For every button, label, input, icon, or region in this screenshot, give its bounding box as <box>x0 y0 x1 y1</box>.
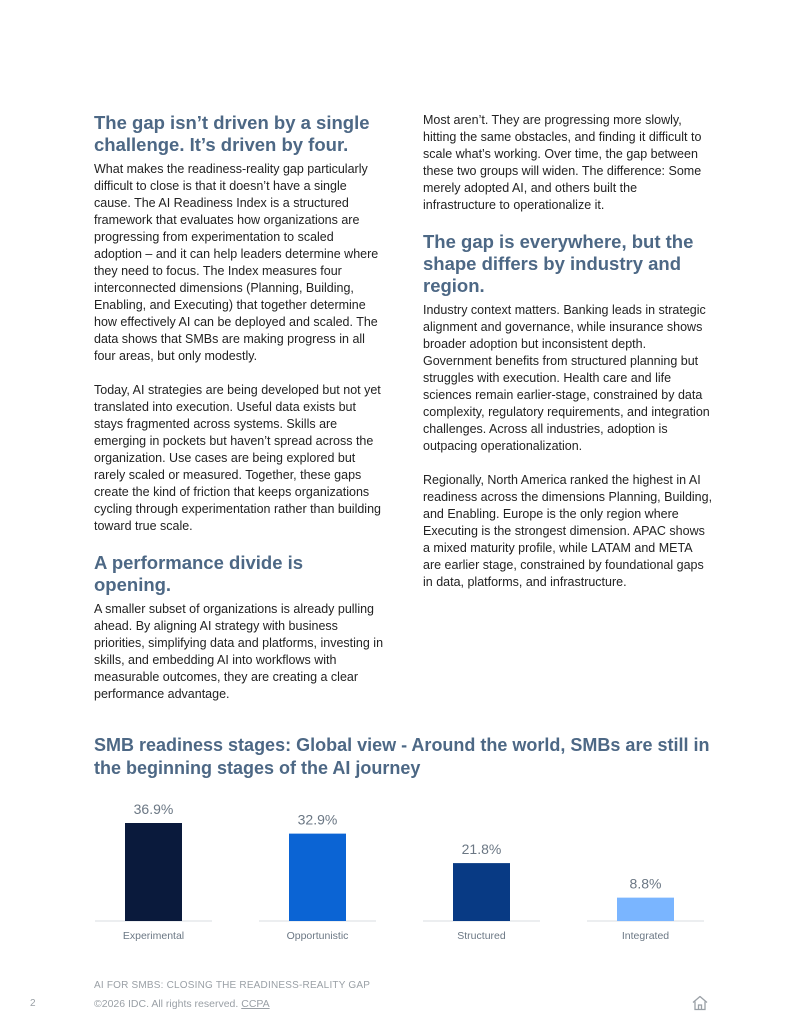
paragraph-ai-strategies: Today, AI strategies are being developed but not yet translated into execution. Useful data exists but stays fragmented across systems. Skills are emerging in pockets but haven’t spread across the organization. Use cases are being explored but rarely scaled or measured. Together, these gaps create the kind of friction that keeps organizations cycling through experimentation rather than building toward true scale. <box>94 383 381 533</box>
value-label-structured: 21.8% <box>461 841 502 858</box>
home-icon[interactable] <box>691 994 709 1012</box>
page-number: 2 <box>30 998 36 1009</box>
section-heading-industry-region: The gap is everywhere, but the shape differs by industry and region. <box>423 231 694 296</box>
section-heading-four-drivers: The gap isn’t driven by a single challenge. It’s driven by four. <box>94 112 370 155</box>
paragraph-industry-context: Industry context matters. Banking leads in strategic alignment and governance, while insurance shows broader adoption but inconsistent depth. Government benefits from structured planning but struggles with execution. Health care and life sciences remain earlier-stage, constrained by data complexity, regulatory requirements, and integration challenges. Across all industries, adoption is outpacing operationalization. <box>423 303 710 453</box>
paragraph-regional: Regionally, North America ranked the highest in AI readiness across the dimensions Planning, Building, and Enabling. Europe is the only region where Executing is the strongest dimension. APAC shows a mixed maturity profile, while LATAM and META are earlier stage, constrained by foundational gaps in data, platforms, and infrastructure. <box>423 473 713 589</box>
footer-report-title: AI FOR SMBS: CLOSING THE READINESS-REALITY GAP <box>94 980 371 991</box>
value-label-opportunistic: 32.9% <box>297 811 338 828</box>
bar-opportunistic <box>289 834 346 921</box>
chart-title: SMB readiness stages: Global view - Around the world, SMBs are still in the beginning stages of the AI journey <box>94 735 710 778</box>
bar-structured <box>453 863 510 921</box>
footer-copyright <box>94 998 270 1010</box>
bar-experimental <box>125 823 182 921</box>
category-label-opportunistic: Opportunistic <box>286 930 349 942</box>
paragraph-readiness-index: What makes the readiness-reality gap particularly difficult to close is that it doesn’t have a single cause. The AI Readiness Index is a structured framework that evaluates how organizations are progressing from experimentation to scaled adoption – and it can help leaders determine where they need to focus. The Index measures four interconnected dimensions (Planning, Building, Enabling, and Executing) that together determine how effectively AI can be deployed and scaled. The data shows that SMBs are making progress in all four areas, but only modestly. <box>94 162 379 363</box>
category-label-structured: Structured <box>457 930 506 942</box>
ccpa-link[interactable]: CCPA <box>241 998 270 1010</box>
value-label-integrated: 8.8% <box>629 875 662 892</box>
copyright-text: ©2026 IDC. All rights reserved. <box>94 998 239 1010</box>
value-label-experimental: 36.9% <box>133 801 174 817</box>
section-heading-performance-divide: A performance divide is opening. <box>94 552 304 595</box>
category-label-experimental: Experimental <box>122 930 185 942</box>
paragraph-most-arent: Most aren’t. They are progressing more slowly, hitting the same obstacles, and finding it difficult to scale what’s working. Over time, the gap between these two groups will widen. The difference: Some merely adopted AI, and others built the infrastructure to operationalize it. <box>423 113 702 212</box>
paragraph-pulling-ahead: A smaller subset of organizations is already pulling ahead. By aligning AI strategy with business priorities, simplifying data and platforms, investing in skills, and embedding AI into workflows with measurable outcomes, they are creating a clear performance advantage. <box>94 602 384 701</box>
category-label-integrated: Integrated <box>621 930 670 942</box>
bar-integrated <box>617 898 674 921</box>
